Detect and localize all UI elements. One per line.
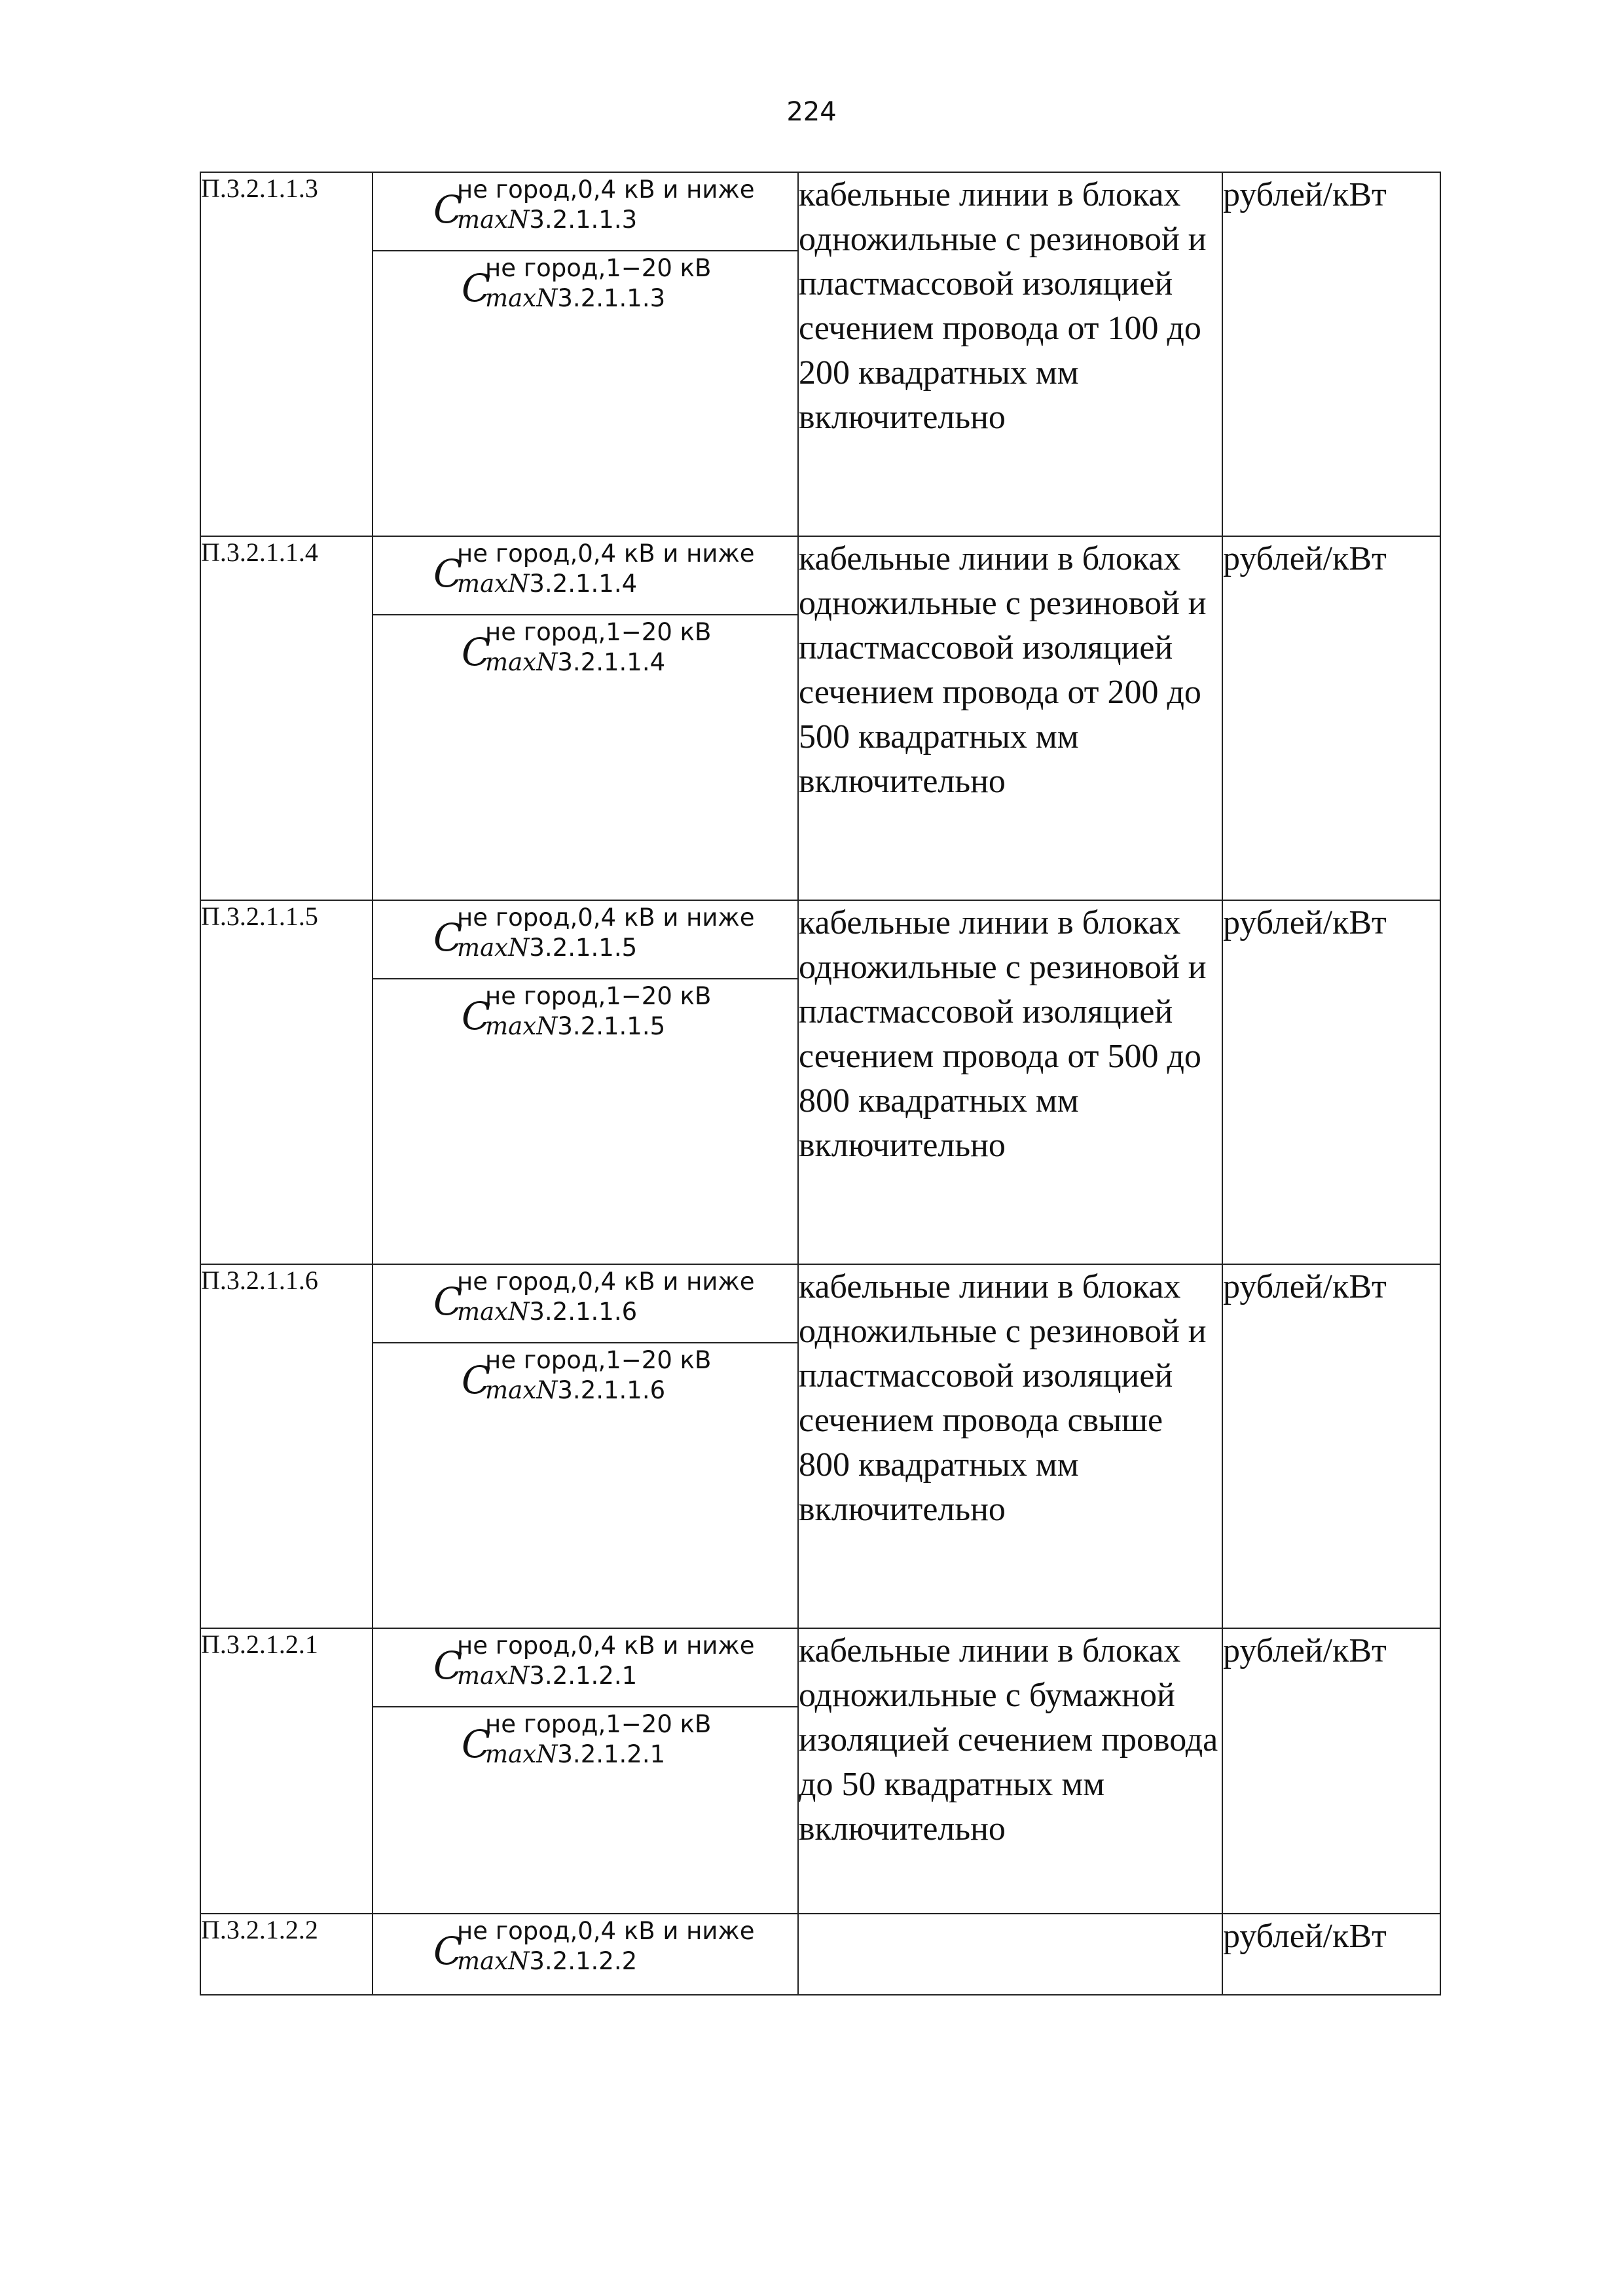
formula-superscript: не город,0,4 кВ и ниже bbox=[457, 1631, 755, 1660]
formula-low-voltage bbox=[373, 901, 797, 978]
formula-subscript-var: maxN bbox=[457, 1947, 530, 1975]
formula-subscript-var: maxN bbox=[485, 648, 558, 676]
formula-subscript-var: maxN bbox=[485, 1012, 558, 1040]
formula-cell bbox=[373, 900, 798, 1264]
row-code: П.3.2.1.1.4 bbox=[200, 536, 373, 900]
formula-subscript bbox=[485, 284, 665, 312]
formula-subscript-var: maxN bbox=[457, 1662, 530, 1690]
formula-low-voltage bbox=[373, 1914, 797, 1992]
formula-symbol: C bbox=[462, 266, 491, 310]
row-code: П.3.2.1.2.1 bbox=[200, 1628, 373, 1914]
formula-low-voltage bbox=[373, 1265, 797, 1342]
formula-medium-voltage bbox=[373, 614, 797, 693]
formula-subscript bbox=[457, 570, 637, 598]
formula-superscript: не город,0,4 кВ и ниже bbox=[457, 175, 755, 204]
formula-subscript-num: 3.2.1.1.4 bbox=[529, 570, 638, 598]
formula-subscript-num: 3.2.1.2.1 bbox=[529, 1662, 638, 1690]
formula-cell bbox=[373, 1264, 798, 1628]
formula-subscript bbox=[457, 1947, 637, 1975]
formula-low-voltage bbox=[373, 537, 797, 614]
row-code: П.3.2.1.2.2 bbox=[200, 1914, 373, 1995]
formula-symbol: C bbox=[462, 630, 491, 674]
formula-symbol: C bbox=[433, 551, 463, 596]
table-row bbox=[200, 536, 1440, 900]
formula-cell bbox=[373, 1914, 798, 1995]
formula-cell bbox=[373, 536, 798, 900]
formula-subscript-var: maxN bbox=[457, 934, 530, 962]
row-unit: рублей/кВт bbox=[1222, 1914, 1440, 1995]
formula-superscript: не город,0,4 кВ и ниже bbox=[457, 903, 755, 932]
row-code: П.3.2.1.1.6 bbox=[200, 1264, 373, 1628]
formula-superscript: не город,1−20 кВ bbox=[485, 1710, 712, 1738]
formula-subscript-var: maxN bbox=[457, 570, 530, 598]
table-row bbox=[200, 900, 1440, 1264]
formula-superscript: не город,1−20 кВ bbox=[485, 618, 712, 646]
table-row bbox=[200, 1264, 1440, 1628]
formula-subscript bbox=[485, 1376, 665, 1404]
formula-subscript bbox=[457, 1298, 637, 1326]
formula-medium-voltage bbox=[373, 250, 797, 329]
row-unit: рублей/кВт bbox=[1222, 172, 1440, 536]
row-description: кабельные линии в блоках одножильные с резиновой и пластмассовой изоляцией сечением провода от 200 до 500 квадратных мм включительно bbox=[798, 536, 1222, 900]
row-unit: рублей/кВт bbox=[1222, 536, 1440, 900]
formula-subscript-num: 3.2.1.1.3 bbox=[557, 284, 666, 312]
formula-subscript-var: maxN bbox=[485, 1376, 558, 1404]
formula-medium-voltage bbox=[373, 978, 797, 1057]
formula-symbol: C bbox=[433, 1929, 463, 1973]
formula-medium-voltage bbox=[373, 1342, 797, 1421]
row-description: кабельные линии в блоках одножильные с резиновой и пластмассовой изоляцией сечением провода от 100 до 200 квадратных мм включительно bbox=[798, 172, 1222, 536]
formula-superscript: не город,0,4 кВ и ниже bbox=[457, 1267, 755, 1296]
table-row bbox=[200, 1628, 1440, 1914]
table-body bbox=[200, 172, 1440, 1995]
formula-subscript-num: 3.2.1.2.1 bbox=[557, 1740, 666, 1768]
formula-subscript-num: 3.2.1.1.6 bbox=[557, 1376, 666, 1404]
formula-subscript bbox=[485, 648, 665, 676]
formula-cell bbox=[373, 1628, 798, 1914]
formula-symbol: C bbox=[462, 1722, 491, 1766]
row-description: кабельные линии в блоках одножильные с бумажной изоляцией сечением провода до 50 квадратных мм включительно bbox=[798, 1628, 1222, 1914]
row-code: П.3.2.1.1.3 bbox=[200, 172, 373, 536]
formula-medium-voltage bbox=[373, 1706, 797, 1785]
formula-subscript-num: 3.2.1.1.4 bbox=[557, 648, 666, 676]
row-description: кабельные линии в блоках одножильные с резиновой и пластмассовой изоляцией сечением провода свыше 800 квадратных мм включительно bbox=[798, 1264, 1222, 1628]
formula-subscript-var: maxN bbox=[485, 1740, 558, 1768]
formula-symbol: C bbox=[433, 915, 463, 960]
formula-superscript: не город,0,4 кВ и ниже bbox=[457, 539, 755, 568]
formula-subscript-var: maxN bbox=[457, 206, 530, 234]
page-number: 224 bbox=[786, 97, 837, 127]
formula-subscript bbox=[485, 1740, 665, 1768]
formula-subscript bbox=[457, 934, 637, 962]
formula-superscript: не город,1−20 кВ bbox=[485, 1346, 712, 1374]
row-code: П.3.2.1.1.5 bbox=[200, 900, 373, 1264]
formula-symbol: C bbox=[462, 1358, 491, 1402]
tariff-table bbox=[200, 172, 1441, 1995]
formula-cell bbox=[373, 172, 798, 536]
formula-subscript-num: 3.2.1.1.5 bbox=[557, 1012, 666, 1040]
formula-subscript-num: 3.2.1.1.5 bbox=[529, 934, 638, 962]
formula-symbol: C bbox=[433, 1279, 463, 1324]
formula-symbol: C bbox=[433, 187, 463, 232]
formula-subscript-var: maxN bbox=[457, 1298, 530, 1326]
row-unit: рублей/кВт bbox=[1222, 900, 1440, 1264]
row-unit: рублей/кВт bbox=[1222, 1264, 1440, 1628]
table-row bbox=[200, 172, 1440, 536]
formula-subscript-num: 3.2.1.1.6 bbox=[529, 1298, 638, 1326]
row-unit: рублей/кВт bbox=[1222, 1628, 1440, 1914]
formula-low-voltage bbox=[373, 173, 797, 250]
formula-subscript bbox=[485, 1012, 665, 1040]
formula-low-voltage bbox=[373, 1629, 797, 1706]
formula-subscript bbox=[457, 206, 637, 234]
formula-superscript: не город,0,4 кВ и ниже bbox=[457, 1917, 755, 1945]
formula-symbol: C bbox=[462, 994, 491, 1038]
formula-subscript bbox=[457, 1662, 637, 1690]
formula-symbol: C bbox=[433, 1643, 463, 1688]
table-row bbox=[200, 1914, 1440, 1995]
row-description: кабельные линии в блоках одножильные с резиновой и пластмассовой изоляцией сечением провода от 500 до 800 квадратных мм включительно bbox=[798, 900, 1222, 1264]
formula-subscript-num: 3.2.1.1.3 bbox=[529, 206, 638, 234]
formula-superscript: не город,1−20 кВ bbox=[485, 254, 712, 282]
formula-subscript-num: 3.2.1.2.2 bbox=[529, 1947, 638, 1975]
row-description bbox=[798, 1914, 1222, 1995]
formula-subscript-var: maxN bbox=[485, 284, 558, 312]
formula-superscript: не город,1−20 кВ bbox=[485, 982, 712, 1010]
